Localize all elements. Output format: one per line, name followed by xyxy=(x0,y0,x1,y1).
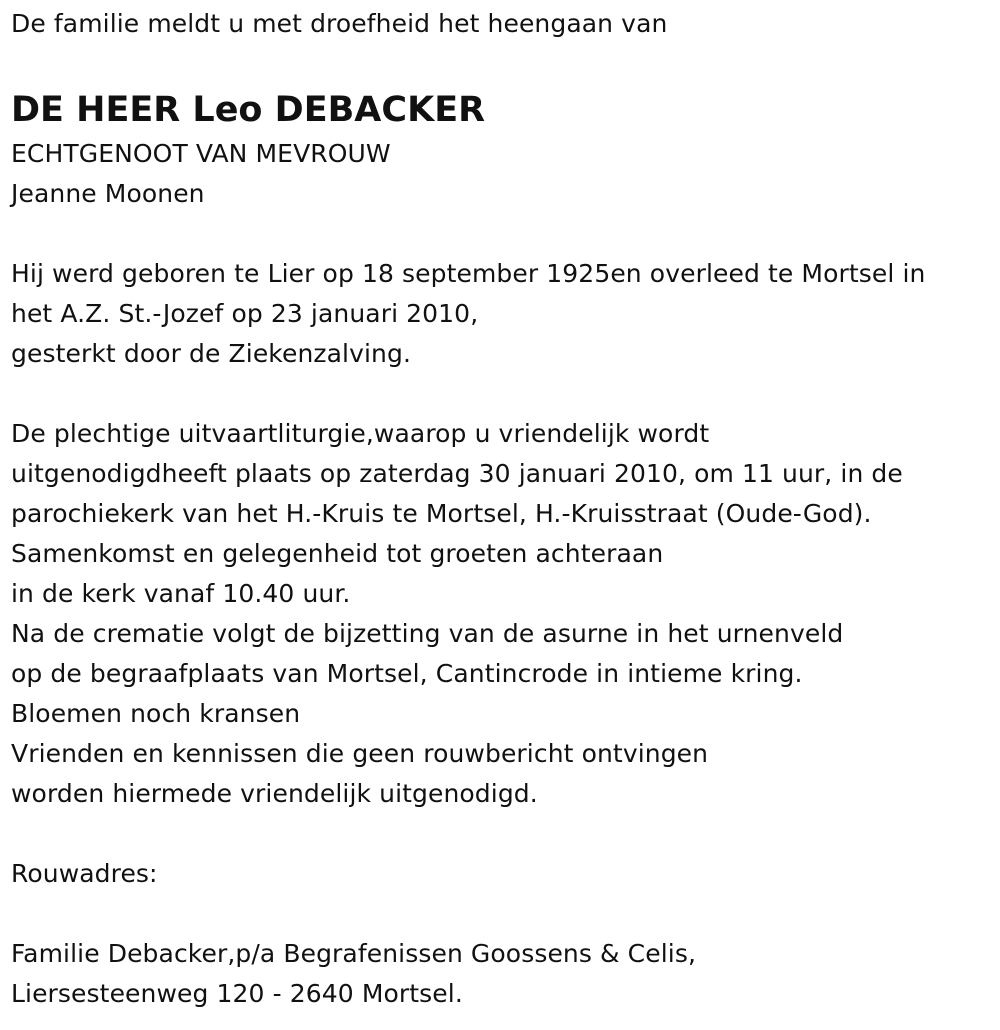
paragraph-line: gesterkt door de Ziekenzalving. xyxy=(11,339,411,368)
funeral-paragraph xyxy=(11,414,991,814)
paragraph-line: uitgenodigdheeft plaats op zaterdag 30 januari 2010, om 11 uur, in de xyxy=(11,459,903,488)
paragraph-line: parochiekerk van het H.-Kruis te Mortsel, H.-Kruisstraat (Oude-God). xyxy=(11,499,872,528)
paragraph-line: Vrienden en kennissen die geen rouwbericht ontvingen xyxy=(11,739,709,768)
paragraph-line: De plechtige uitvaartliturgie,waarop u vriendelijk wordt xyxy=(11,419,710,448)
intro-text: De familie meldt u met droefheid het heengaan van xyxy=(11,9,668,38)
address-line: Liersesteenweg 120 - 2640 Mortsel. xyxy=(11,979,463,1008)
spouse-name: Jeanne Moonen xyxy=(11,179,205,208)
deceased-name: DE HEER Leo DEBACKER xyxy=(11,90,486,130)
spacer xyxy=(11,894,991,934)
spouse-line: ECHTGENOOT VAN MEVROUW xyxy=(11,139,391,168)
spacer xyxy=(11,374,991,414)
paragraph-line: het A.Z. St.-Jozef op 23 januari 2010, xyxy=(11,299,479,328)
paragraph-line: Bloemen noch kransen xyxy=(11,699,301,728)
paragraph-line: in de kerk vanaf 10.40 uur. xyxy=(11,579,351,608)
obituary-notice xyxy=(11,0,991,1014)
paragraph-line: worden hiermede vriendelijk uitgenodigd. xyxy=(11,779,538,808)
address-block xyxy=(11,934,991,1014)
paragraph-line: Na de crematie volgt de bijzetting van de asurne in het urnenveld xyxy=(11,619,844,648)
paragraph-line: Samenkomst en gelegenheid tot groeten achteraan xyxy=(11,539,664,568)
spacer xyxy=(11,214,991,254)
spacer xyxy=(11,814,991,854)
paragraph-line: Hij werd geboren te Lier op 18 september 1925en overleed te Mortsel in xyxy=(11,259,926,288)
paragraph-line: op de begraafplaats van Mortsel, Cantincrode in intieme kring. xyxy=(11,659,803,688)
birth-death-paragraph xyxy=(11,254,991,374)
address-line: Familie Debacker,p/a Begrafenissen Goossens & Celis, xyxy=(11,939,696,968)
address-label: Rouwadres: xyxy=(11,859,158,888)
